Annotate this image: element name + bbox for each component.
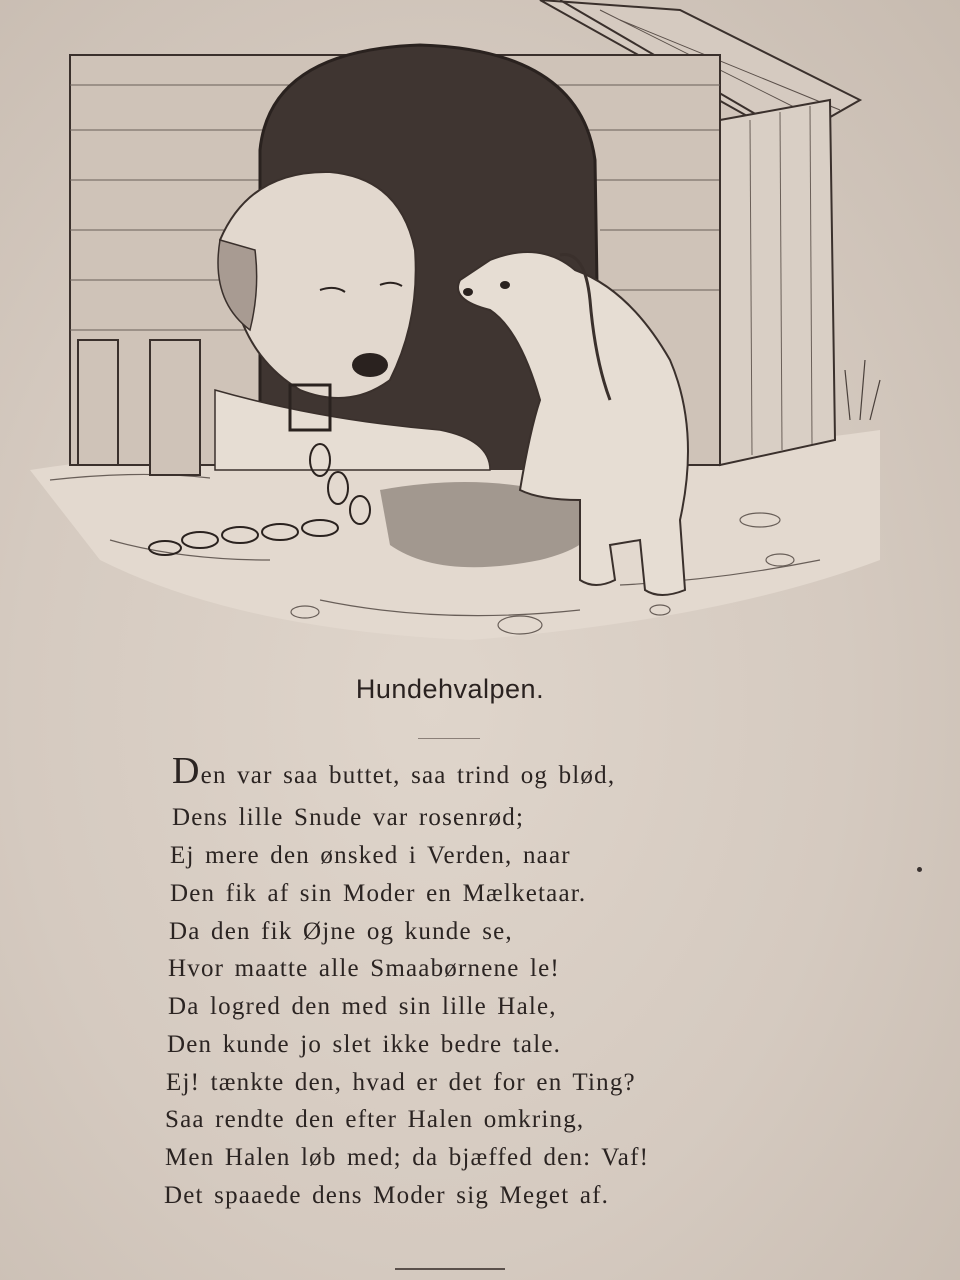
poem-line: Ej mere den ønsked i Verden, naar	[170, 842, 571, 869]
page-speck	[917, 867, 922, 872]
poem-line: Den kunde jo slet ikke bedre tale.	[167, 1031, 562, 1058]
drop-cap: D	[172, 750, 201, 792]
poem-line: Da logred den med sin lille Hale,	[168, 993, 557, 1020]
poem-line: Men Halen løb med; da bjæffed den: Vaf!	[165, 1144, 650, 1171]
poem-line: Da den fik Øjne og kunde se,	[169, 918, 513, 945]
bottom-divider	[395, 1268, 505, 1270]
kennel-illustration	[20, 0, 900, 650]
poem-line: Det spaaede dens Moder sig Meget af.	[164, 1182, 610, 1209]
poem-line: Dens lille Snude var rosenrød;	[172, 804, 525, 831]
poem-line: Den fik af sin Moder en Mælketaar.	[170, 880, 587, 907]
poem-line-1-text: en var saa buttet, saa trind og blød,	[200, 762, 616, 789]
poem-line: Ej! tænkte den, hvad er det for en Ting?	[166, 1069, 636, 1096]
poem-line-1	[172, 752, 615, 790]
poem-title: Hundehvalpen.	[355, 674, 545, 704]
poem-line: Hvor maatte alle Smaabørnene le!	[168, 955, 560, 982]
poem-line: Saa rendte den efter Halen omkring,	[165, 1106, 585, 1133]
title-divider	[418, 738, 480, 739]
